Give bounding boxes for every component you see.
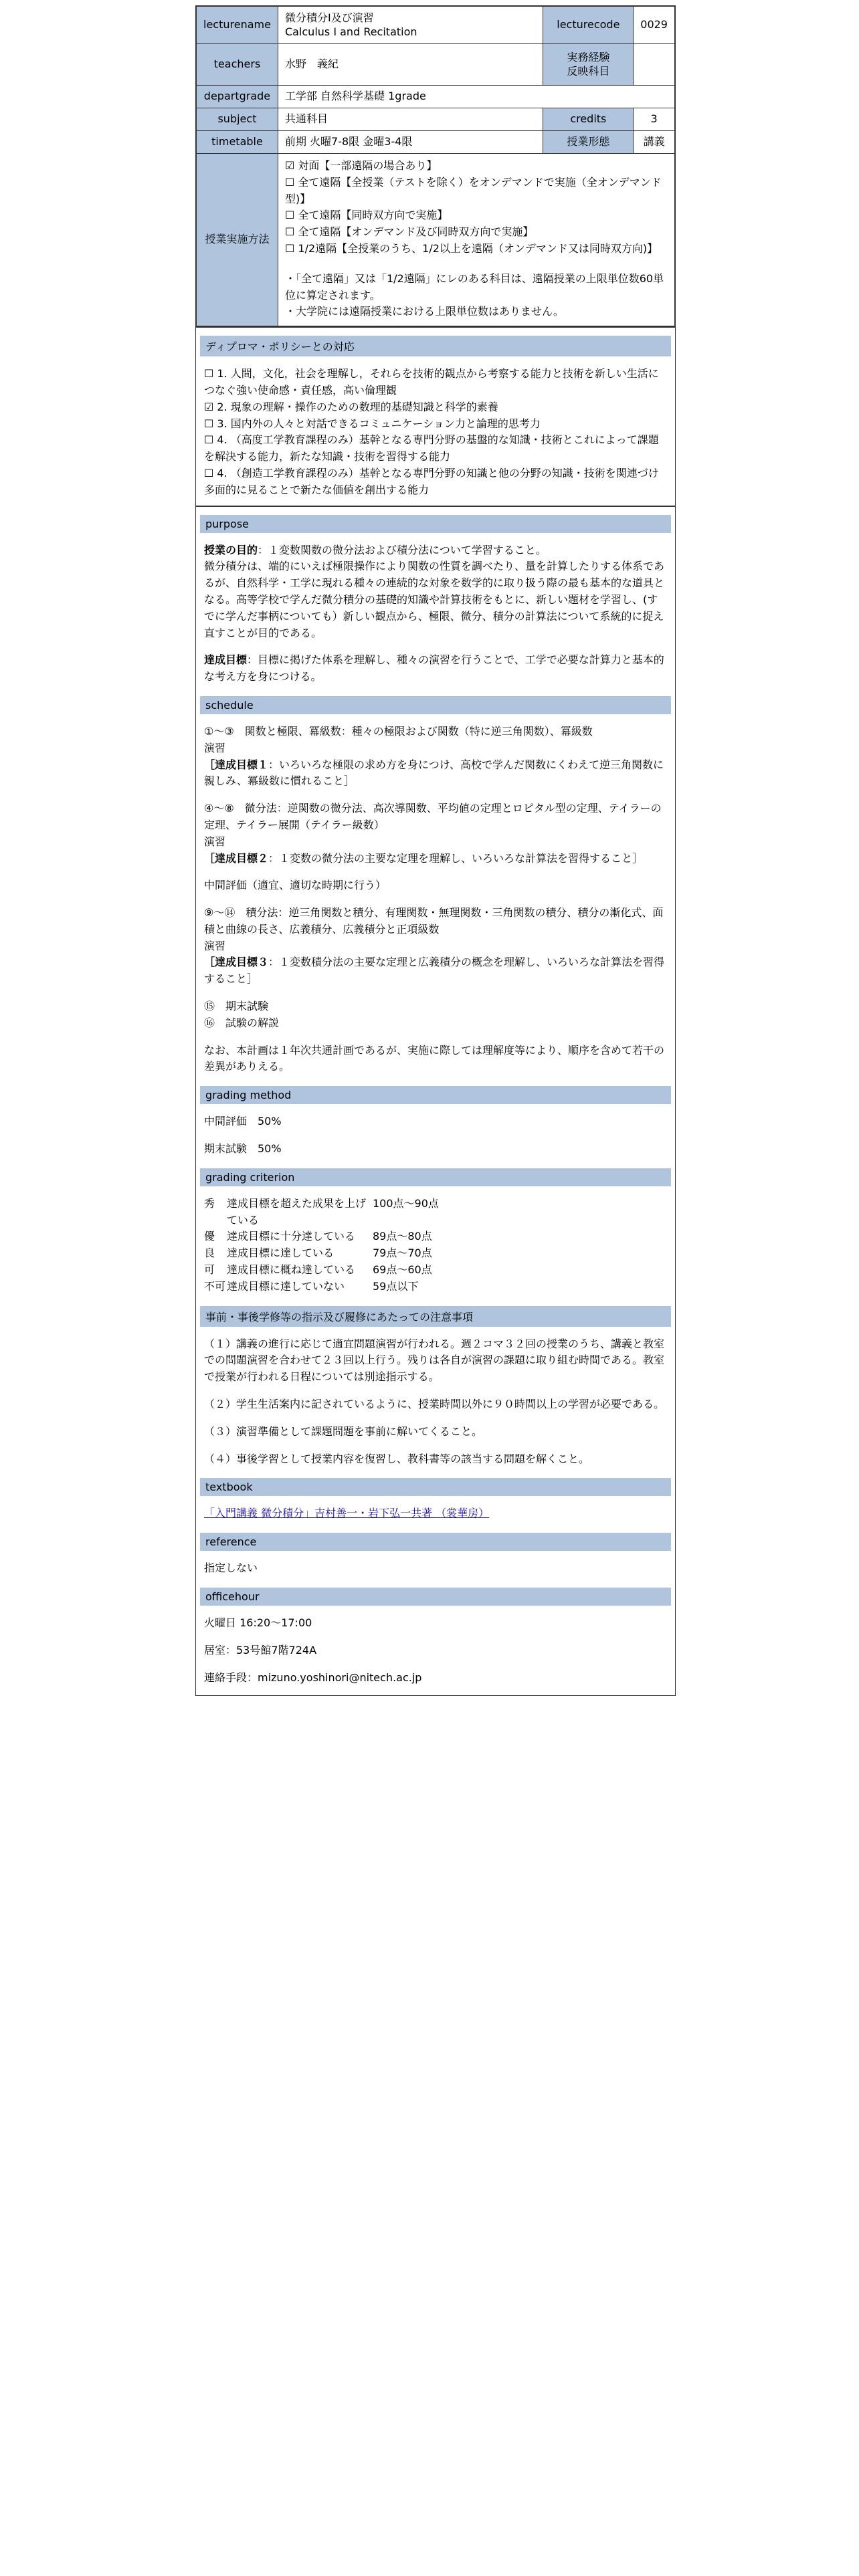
diploma-list [204, 366, 667, 498]
practical-value [634, 44, 675, 86]
lecturecode-label: lecturecode [543, 7, 634, 44]
schedule-goal-text: ：１変数の微分法の主要な定理を理解し、いろいろな計算法を習得すること］ [268, 851, 644, 865]
lecturecode-value: 0029 [634, 7, 675, 44]
officehour-heading: officehour [200, 1588, 671, 1606]
schedule-goal-text: ：１変数積分法の主要な定理と広義積分の概念を理解し、いろいろな計算法を習得すること］ [204, 956, 665, 986]
schedule-line: 演習 [204, 939, 226, 952]
lecturename-value [278, 7, 543, 44]
grading-criterion-heading: grading criterion [200, 1168, 671, 1186]
schedule-block-1 [204, 724, 667, 790]
schedule-mid: 中間評価（適宜、適切な時期に行う） [204, 879, 387, 892]
grade-desc: 達成目標に達していない [227, 1279, 345, 1293]
diploma-item: ☐ 1. 人間，文化，社会を理解し，それらを技術的観点から考察する能力と技術を新しい生活につなぐ強い使命感・責任感，高い倫理観 [204, 367, 659, 397]
schedule-goal-label: ［達成目標１ [204, 758, 269, 771]
textbook-link[interactable]: 「入門講義 微分積分」吉村善一・岩下弘一共著 （裳華房） [204, 1507, 490, 1520]
grade-desc: 達成目標に概ね達している [227, 1263, 356, 1277]
method-label: 授業実施方法 [197, 154, 278, 326]
grading-criterion-table [204, 1196, 667, 1295]
grade-range: 79点〜70点 [373, 1247, 432, 1260]
lecturename-label: lecturename [197, 7, 278, 44]
method-option: ☐ 1/2遠隔【全授業のうち、1/2以上を遠隔（オンデマンド又は同時双方向)】 [284, 241, 658, 255]
schedule-block-3 [204, 905, 667, 988]
practical-label [543, 44, 634, 86]
schedule-line: 演習 [204, 835, 226, 848]
purpose-body: 微分積分は、端的にいえば極限操作により関数の性質を調べたり、量を計算したりする体系であるが、自然科学・工学に現れる種々の連続的な対象を数学的に取り扱う際の最も基本的な道具となる。高等学校で学んだ微分積分の基礎的知識や計算技術をもとに、新しい題材を学習し、(すでに学んだ事柄についても）新しい観点から、極限、微分、積分の計算法について系統的に捉え直すことが目的である。 [204, 560, 665, 639]
textbook-entry [204, 1505, 667, 1522]
diploma-item: ☐ 4. （創造工学教育課程のみ）基幹となる専門分野の知識と他の分野の知識・技術を関連づけ多面的に見ることで新たな価値を創出する能力 [204, 466, 659, 496]
schedule-block-2 [204, 800, 667, 867]
department-value: 工学部 自然科学基礎 1grade [278, 86, 674, 108]
officehour-contact: 連絡手段：mizuno.yoshinori@nitech.ac.jp [204, 1671, 422, 1684]
timetable-label: timetable [197, 131, 278, 154]
grade-desc: 達成目標を超えた成果を上げている [227, 1196, 367, 1226]
schedule-goal-label: ［達成目標２ [204, 851, 269, 865]
lecturename-en: Calculus I and Recitation [284, 25, 417, 38]
schedule-final [204, 998, 667, 1032]
content-section [196, 506, 675, 1696]
grade-name: 秀 [204, 1196, 215, 1210]
grade-range: 69点〜60点 [373, 1263, 432, 1277]
purpose-target [204, 652, 667, 685]
diploma-item: ☐ 3. 国内外の人々と対話できるコミュニケーション力と論理的思考力 [204, 417, 541, 430]
timetable-value: 前期 火曜7-8限 金曜3-4限 [278, 131, 543, 154]
grade-name: 良 [204, 1247, 215, 1260]
method-option: ☑ 対面【一部遠隔の場合あり】 [284, 159, 438, 172]
grade-row [204, 1245, 667, 1262]
practical-label-line2: 反映科目 [567, 64, 610, 78]
notes-heading: 事前・事後学修等の指示及び履修にあたっての注意事項 [200, 1306, 671, 1327]
credits-label: credits [543, 108, 634, 131]
lecturename-ja: 微分積分Ⅰ及び演習 [284, 11, 374, 24]
diploma-section [196, 326, 675, 505]
grade-range: 59点以下 [373, 1279, 419, 1293]
schedule-line: ⑮ 期末試験 [204, 1000, 269, 1013]
syllabus-header-table [196, 6, 675, 326]
grade-range: 100点〜90点 [373, 1196, 439, 1210]
purpose-heading: purpose [200, 515, 671, 533]
purpose-target-label: 達成目標 [204, 653, 248, 667]
schedule-goal-label: ［達成目標３ [204, 956, 269, 969]
credits-value: 3 [634, 108, 675, 131]
grade-name: 不可 [204, 1279, 226, 1293]
method-option: ☐ 全て遠隔【オンデマンド及び同時双方向で実施】 [284, 225, 534, 239]
subject-label: subject [197, 108, 278, 131]
grade-row [204, 1228, 667, 1245]
notes-item: （２）学生生活案内に記されているように、授業時間以外に９０時間以上の学習が必要である。 [204, 1398, 665, 1411]
diploma-heading: ディプロマ・ポリシーとの対応 [200, 336, 671, 356]
grade-desc: 達成目標に達している [227, 1247, 335, 1260]
notes-item: （４）事後学習として授業内容を復習し、教科書等の該当する問題を解くこと。 [204, 1452, 590, 1465]
schedule-note: なお、本計画は１年次共通計画であるが、実施に際しては理解度等により、順序を含めて若干の差異がありえる。 [204, 1043, 665, 1073]
teachers-value: 水野 義紀 [278, 44, 543, 86]
grading-method-item: 期末試験 50% [204, 1142, 282, 1156]
practical-label-line1: 実務経験 [567, 50, 610, 64]
schedule-line: ⑨〜⑭ 積分法：逆三角関数と積分、有理関数・無理関数・三角関数の積分、積分の漸化式、面積と曲線の長さ、広義積分、広義積分と正項級数 [204, 906, 664, 936]
purpose-goal [204, 542, 667, 642]
grade-name: 可 [204, 1263, 215, 1277]
method-note: ・「全て遠隔」又は「1/2遠隔」にレのある科目は、遠隔授業の上限単位数60単位に算定されます。 [284, 272, 664, 302]
method-option: ☐ 全て遠隔【全授業（テストを除く）をオンデマンドで実施（全オンデマンド型)】 [284, 175, 662, 205]
schedule-line: ④〜⑧ 微分法：逆関数の微分法、高次導関数、平均値の定理とロピタル型の定理、テイラーの定理、テイラー展開（テイラー級数） [204, 802, 662, 831]
grade-name: 優 [204, 1230, 215, 1243]
format-value: 講義 [634, 131, 675, 154]
diploma-item: ☐ 4. （高度工学教育課程のみ）基幹となる専門分野の基盤的な知識・技術とこれによって課題を解決する能力，新たな知識・技術を習得する能力 [204, 433, 659, 463]
notes-item: （１）講義の進行に応じて適宜問題演習が行われる。週２コマ３２回の授業のうち、講義と教室での問題演習を合わせて２３回以上行う。残りは各自が演習の課題に取り組む時間である。教室で授業が行われる日程については別途指示する。 [204, 1337, 665, 1384]
method-note: ・大学院には遠隔授業における上限単位数はありません。 [284, 305, 564, 318]
notes-item: （３）演習準備として課題問題を事前に解いてくること。 [204, 1424, 483, 1438]
officehour-room: 居室：53号館7階724A [204, 1643, 317, 1656]
purpose-target-body: ：目標に掲げた体系を理解し、種々の演習を行うことで、工学で必要な計算力と基本的な考え方を身につける。 [204, 653, 664, 683]
reference-text: 指定しない [204, 1562, 258, 1575]
grading-method-item: 中間評価 50% [204, 1115, 282, 1128]
grade-range: 89点〜80点 [373, 1230, 432, 1243]
syllabus-frame [195, 5, 676, 1696]
grading-method-heading: grading method [200, 1086, 671, 1104]
diploma-item: ☑ 2. 現象の理解・操作のための数理的基礎知識と科学的素養 [204, 400, 498, 413]
grade-desc: 達成目標に十分達している [227, 1230, 356, 1243]
schedule-goal-text: ：いろいろな極限の求め方を身につけ、高校で学んだ関数にくわえて逆三角関数に親しみ、冪級数に慣れること］ [204, 758, 664, 788]
grade-row [204, 1262, 667, 1279]
format-label: 授業形態 [543, 131, 634, 154]
schedule-line: ⑯ 試験の解説 [204, 1016, 280, 1029]
schedule-line: 演習 [204, 741, 226, 754]
purpose-goal-label: 授業の目的 [204, 543, 258, 556]
subject-value: 共通科目 [278, 108, 543, 131]
method-value [278, 154, 674, 326]
grade-row [204, 1196, 667, 1229]
schedule-heading: schedule [200, 696, 671, 714]
method-option: ☐ 全て遠隔【同時双方向で実施】 [284, 209, 448, 222]
purpose-goal-line: ：１変数関数の微分法および積分法について学習すること。 [258, 543, 547, 556]
reference-heading: reference [200, 1533, 671, 1551]
teachers-label: teachers [197, 44, 278, 86]
department-label: departgrade [197, 86, 278, 108]
officehour-time: 火曜日 16:20〜17:00 [204, 1616, 312, 1630]
grade-row [204, 1279, 667, 1295]
schedule-line: ①〜③ 関数と極限、冪級数：種々の極限および関数（特に逆三角関数）、冪級数 [204, 724, 593, 738]
textbook-heading: textbook [200, 1478, 671, 1496]
